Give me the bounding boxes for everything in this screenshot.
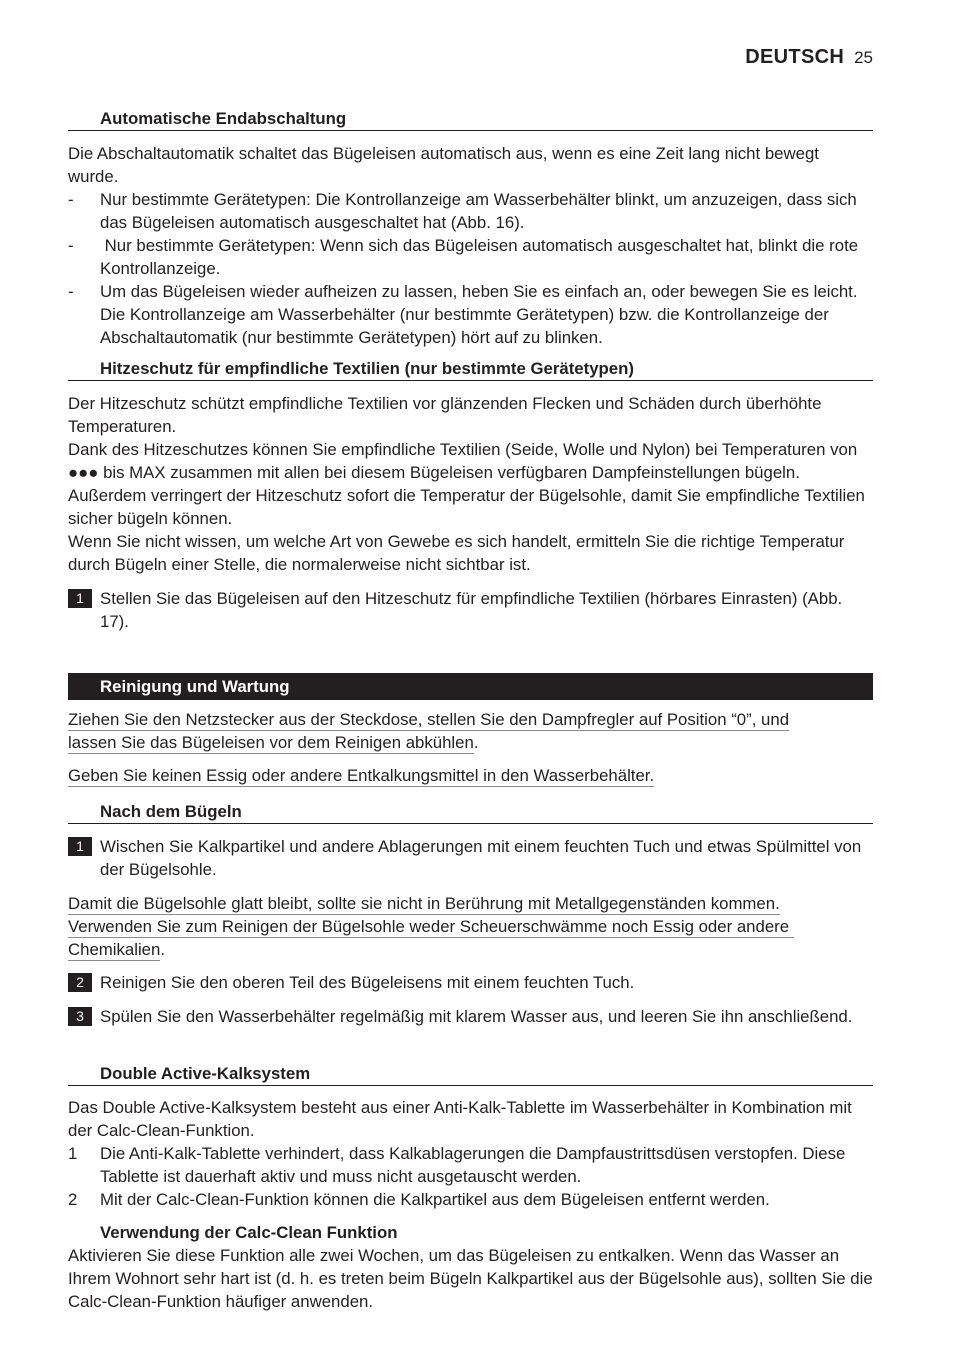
section-calc-clean bbox=[68, 1221, 873, 1313]
section-heading-dark: Reinigung und Wartung bbox=[68, 673, 873, 700]
warning-line: Geben Sie keinen Essig oder andere Entkalkungsmittel in den Wasserbehälter. bbox=[68, 766, 655, 785]
subsection-heading: Verwendung der Calc-Clean Funktion bbox=[100, 1223, 398, 1242]
warning-line: Chemikalien bbox=[68, 940, 161, 959]
section-cleaning bbox=[68, 673, 873, 787]
paragraph: Das Double Active-Kalksystem besteht aus einer Anti-Kalk-Tablette im Wasserbehälter in Kombination mit der Calc-Clean-Funktion. bbox=[68, 1098, 852, 1140]
language-label: DEUTSCH bbox=[745, 46, 845, 68]
step-item bbox=[68, 587, 873, 633]
section-after-ironing bbox=[68, 800, 873, 1028]
step-text: Wischen Sie Kalkpartikel und andere Ablagerungen mit einem feuchten Tuch und etwas Spülmittel von der Bügelsohle. bbox=[100, 837, 862, 879]
paragraph: Der Hitzeschutz schützt empfindliche Textilien vor glänzenden Flecken und Schäden durch überhöhte Temperaturen. bbox=[68, 394, 822, 436]
dash-bullet: - bbox=[68, 236, 74, 255]
warning-line: lassen Sie das Bügeleisen vor dem Reinigen abkühlen bbox=[68, 733, 474, 752]
warning-line: Ziehen Sie den Netzstecker aus der Steckdose, stellen Sie den Dampfregler auf Position “0”, und bbox=[68, 710, 790, 729]
list-number: 1 bbox=[68, 1144, 78, 1163]
warning-paragraph bbox=[68, 892, 873, 961]
warning-line: Damit die Bügelsohle glatt bleibt, sollte sie nicht in Berührung mit Metallgegenständen kommen. bbox=[68, 894, 780, 913]
step-number-badge: 1 bbox=[68, 589, 92, 608]
paragraph: Die Abschaltautomatik schaltet das Bügeleisen automatisch aus, wenn es eine Zeit lang nicht bewegt wurde. bbox=[68, 144, 819, 186]
punctuation: . bbox=[473, 733, 479, 752]
list-item-text: Nur bestimmte Gerätetypen: Die Kontrollanzeige am Wasserbehälter blinkt, um anzuzeigen, dass sich das Bügeleisen automatisch ausgeschaltet hat (Abb. 16). bbox=[100, 190, 857, 232]
paragraph: Außerdem verringert der Hitzeschutz sofort die Temperatur der Bügelsohle, damit Sie empfindliche Textilien sicher bügeln können. bbox=[68, 486, 865, 528]
list-item bbox=[68, 1142, 873, 1188]
step-item bbox=[68, 835, 873, 881]
list-item bbox=[68, 1188, 873, 1211]
step-text: Stellen Sie das Bügeleisen auf den Hitzeschutz für empfindliche Textilien (hörbares Einrasten) (Abb. 17). bbox=[100, 589, 843, 631]
section-heading: Double Active-Kalksystem bbox=[68, 1062, 873, 1086]
list-item-text: Um das Bügeleisen wieder aufheizen zu lassen, heben Sie es einfach an, oder bewegen Sie es leicht. Die Kontrollanzeige am Wasserbehälter (nur bestimmte Gerätetypen) bzw. die Kontrollanzeige der Abschaltautomatik (nur bestimmte Gerätetypen) hört auf zu blinken. bbox=[100, 282, 858, 347]
section-heading: Nach dem Bügeln bbox=[68, 800, 873, 824]
list-number: 2 bbox=[68, 1190, 78, 1209]
list-item-text: Nur bestimmte Gerätetypen: Wenn sich das Bügeleisen automatisch ausgeschaltet hat, blinkt die rote Kontrollanzeige. bbox=[100, 236, 863, 278]
step-text: Reinigen Sie den oberen Teil des Bügeleisens mit einem feuchten Tuch. bbox=[100, 973, 635, 992]
list-item-text: Die Anti-Kalk-Tablette verhindert, dass Kalkablagerungen die Dampfaustrittsdüsen verstopfen. Diese Tablette ist dauerhaft aktiv und muss nicht ausgetauscht werden. bbox=[100, 1144, 846, 1186]
list-item bbox=[68, 188, 873, 234]
page-number: 25 bbox=[854, 48, 873, 67]
page-header bbox=[745, 46, 873, 69]
warning-line: Verwenden Sie zum Reinigen der Bügelsohle weder Scheuerschwämme noch Essig oder andere bbox=[68, 917, 794, 936]
step-item bbox=[68, 1005, 873, 1028]
dash-bullet: - bbox=[68, 190, 74, 209]
section-double-active bbox=[68, 1062, 873, 1211]
paragraph: Wenn Sie nicht wissen, um welche Art von Gewebe es sich handelt, ermitteln Sie die richtige Temperatur durch Bügeln einer Stelle, die normalerweise nicht sichtbar ist. bbox=[68, 532, 845, 574]
section-heat-protection bbox=[68, 357, 873, 633]
step-text: Spülen Sie den Wasserbehälter regelmäßig mit klarem Wasser aus, und leeren Sie ihn anschließend. bbox=[100, 1007, 853, 1026]
paragraph: Dank des Hitzeschutzes können Sie empfindliche Textilien (Seide, Wolle und Nylon) bei Temperaturen von ●●● bis MAX zusammen mit allen bei diesem Bügeleisen verfügbaren Dampfeinstellungen bügeln. bbox=[68, 440, 858, 482]
list-item bbox=[68, 280, 873, 349]
paragraph: Aktivieren Sie diese Funktion alle zwei Wochen, um das Bügeleisen zu entkalken. Wenn das Wasser an Ihrem Wohnort sehr hart ist (d. h. es treten beim Bügeln Kalkpartikel aus der Bügelsohle aus), sollten Sie die Calc-Clean-Funktion häufiger anwenden. bbox=[68, 1246, 873, 1311]
warning-paragraph bbox=[68, 764, 873, 787]
punctuation: . bbox=[160, 940, 166, 959]
warning-paragraph bbox=[68, 708, 873, 754]
dash-bullet: - bbox=[68, 282, 74, 301]
step-number-badge: 3 bbox=[68, 1007, 92, 1026]
section-auto-shutoff bbox=[68, 107, 873, 349]
step-number-badge: 1 bbox=[68, 837, 92, 856]
section-heading: Hitzeschutz für empfindliche Textilien (nur bestimmte Gerätetypen) bbox=[68, 357, 873, 381]
step-item bbox=[68, 971, 873, 994]
step-number-badge: 2 bbox=[68, 973, 92, 992]
list-item bbox=[68, 234, 873, 280]
section-heading: Automatische Endabschaltung bbox=[68, 107, 873, 131]
list-item-text: Mit der Calc-Clean-Funktion können die Kalkpartikel aus dem Bügeleisen entfernt werden. bbox=[100, 1190, 770, 1209]
